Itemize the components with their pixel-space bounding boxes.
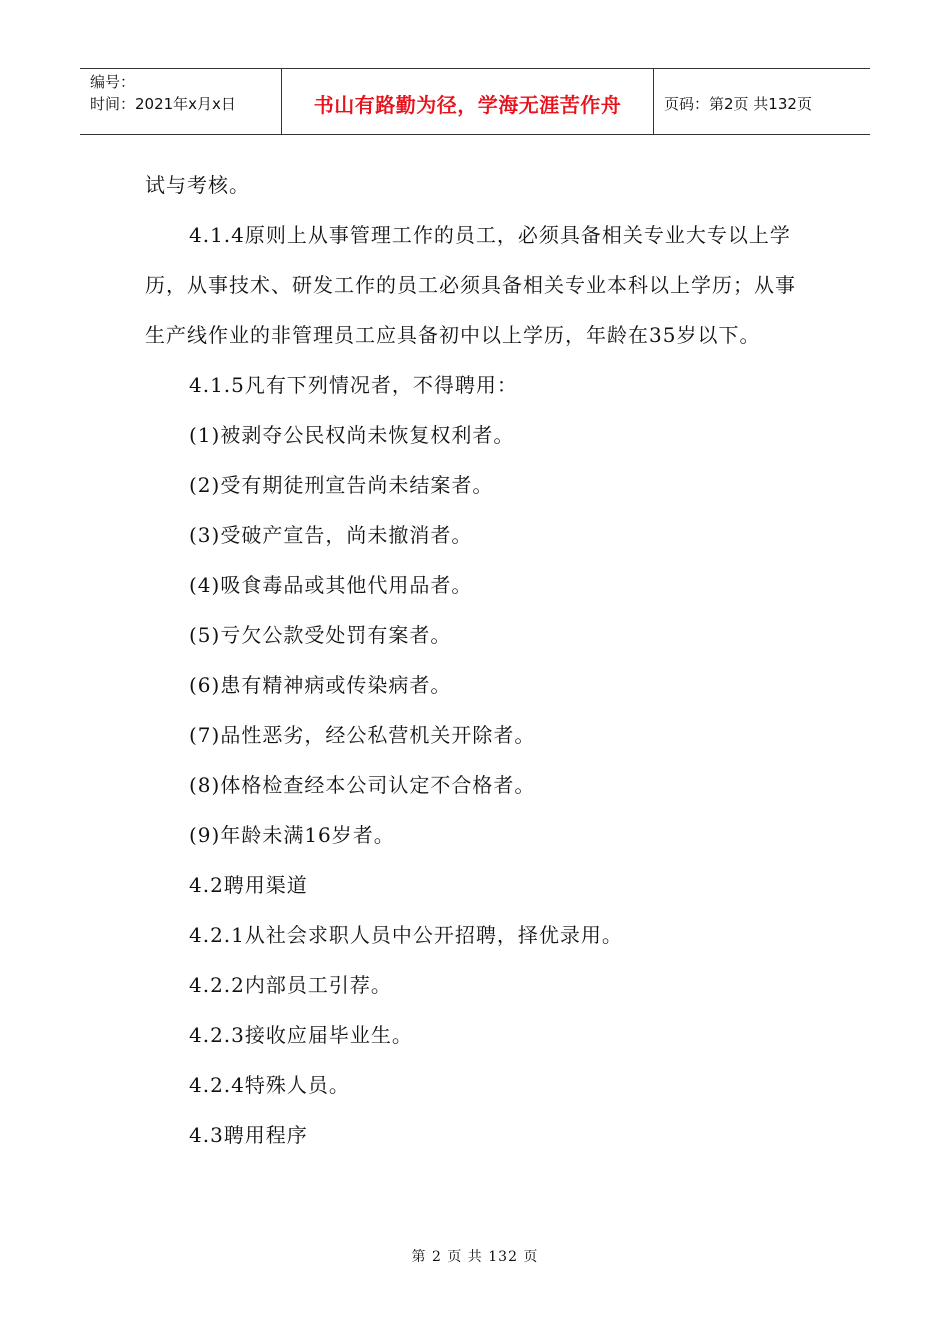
header-motto: 书山有路勤为径，学海无涯苦作舟 bbox=[313, 93, 622, 117]
list-item: (6)患有精神病或传染病者。 bbox=[189, 673, 452, 697]
header-meta bbox=[80, 69, 282, 134]
section-heading: 4.2聘用渠道 bbox=[189, 873, 308, 897]
section-heading: 4.3聘用程序 bbox=[189, 1123, 308, 1147]
page-footer bbox=[0, 1246, 950, 1266]
list-item: (5)亏欠公款受处罚有案者。 bbox=[189, 623, 452, 647]
list-item: (7)品性恶劣，经公私营机关开除者。 bbox=[189, 723, 536, 747]
document-number-label: 编号： bbox=[90, 73, 136, 91]
list-item: (9)年龄未满16岁者。 bbox=[189, 823, 395, 847]
paragraph: 4.2.3接收应届毕业生。 bbox=[189, 1023, 413, 1047]
list-item: (8)体格检查经本公司认定不合格者。 bbox=[189, 773, 536, 797]
list-item: (1)被剥夺公民权尚未恢复权利者。 bbox=[189, 423, 515, 447]
paragraph: 4.1.5凡有下列情况者，不得聘用： bbox=[189, 373, 518, 397]
paragraph: 试与考核。 bbox=[145, 173, 250, 197]
list-item: (3)受破产宣告，尚未撤消者。 bbox=[189, 523, 473, 547]
document-body bbox=[145, 160, 810, 1160]
header-page-info bbox=[654, 69, 870, 134]
page-header bbox=[80, 68, 870, 135]
footer-page-number: 第 2 页 共 132 页 bbox=[411, 1249, 539, 1265]
list-item: (4)吸食毒品或其他代用品者。 bbox=[189, 573, 473, 597]
header-motto-cell bbox=[282, 69, 654, 134]
page-info-text: 页码：第2页 共132页 bbox=[664, 95, 812, 113]
paragraph: 4.1.4原则上从事管理工作的员工，必须具备相关专业大专以上学历，从事技术、研发工作的员工必须具备相关专业本科以上学历；从事生产线作业的非管理员工应具备初中以上学历，年龄在35岁以下。 bbox=[145, 223, 796, 347]
paragraph: 4.2.1从社会求职人员中公开招聘，择优录用。 bbox=[189, 923, 623, 947]
document-date: 时间：2021年x月x日 bbox=[90, 95, 236, 113]
paragraph: 4.2.4特殊人员。 bbox=[189, 1073, 350, 1097]
paragraph: 4.2.2内部员工引荐。 bbox=[189, 973, 392, 997]
list-item: (2)受有期徒刑宣告尚未结案者。 bbox=[189, 473, 494, 497]
